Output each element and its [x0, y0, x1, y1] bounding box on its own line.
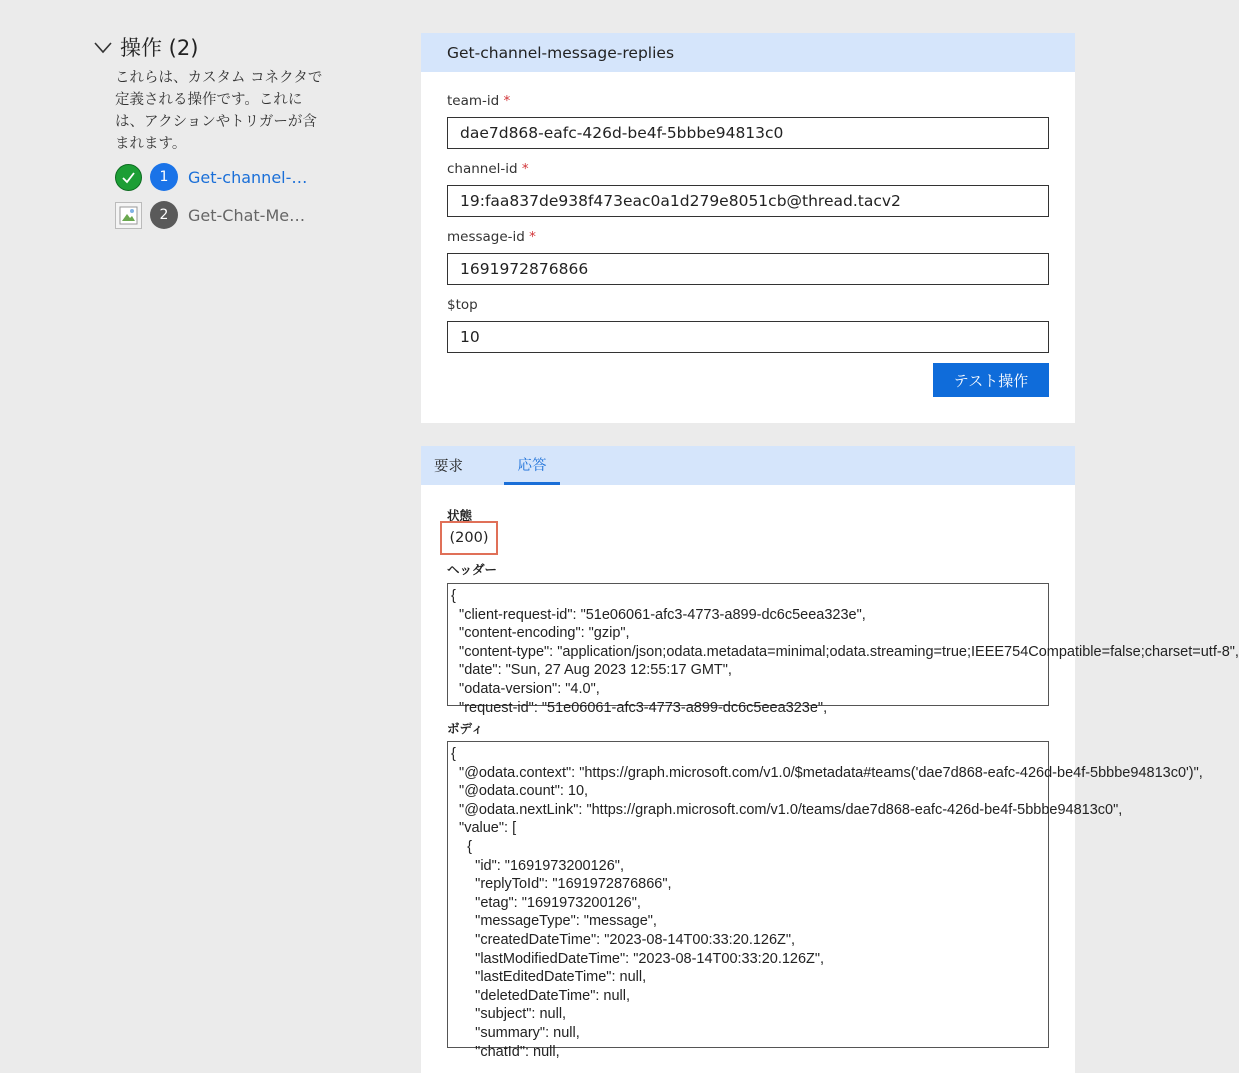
operation-number-badge: 2: [150, 201, 178, 229]
body-text: { "@odata.context": "https://graph.microsoft.com/v1.0/$metadata#teams('dae7d868-eafc-426d-be4f-5bbbe94813c0')", "@odata.count": 10, "@odata.nextLink": "https://graph.microsoft.com/v1.0/teams/dae7d868-eafc-426d-be4f-5bbbe94813c0", "value": [ { "id": "1691973200126", "replyToId": "1691972876866", "etag": "1691973200126", "messageType": "message", "createdDateTime": "2023-08-14T00:33:20.126Z", "lastModifiedDateTime": "2023-08-14T00:33:20.126Z", "lastEditedDateTime": null, "deletedDateTime": null, "subject": null, "summary": null, "chatId": null,: [451, 746, 1203, 1060]
body-output[interactable]: [447, 741, 1203, 1060]
required-asterisk: *: [529, 229, 536, 245]
broken-image-icon: [115, 202, 142, 229]
required-asterisk: *: [503, 93, 511, 109]
message-id-input[interactable]: [447, 253, 1049, 285]
team-id-input[interactable]: [447, 117, 1049, 149]
test-operation-button[interactable]: テスト操作: [933, 363, 1049, 397]
top-label-text: $top: [447, 297, 478, 313]
status-label: 状態: [447, 508, 473, 523]
channel-id-label: [447, 161, 529, 177]
operation-test-card: [421, 33, 1075, 423]
operation-title: Get-channel-message-replies: [421, 33, 1075, 72]
headers-output[interactable]: [447, 583, 1239, 716]
headers-label: ヘッダー: [447, 562, 498, 577]
body-label: ボディ: [447, 721, 484, 736]
team-id-label-text: team-id: [447, 93, 500, 109]
operation-item-1[interactable]: [115, 163, 307, 191]
operation-number-badge: 1: [150, 163, 178, 191]
status-code: (200): [440, 521, 498, 555]
top-input[interactable]: [447, 321, 1049, 353]
tab-response[interactable]: 応答: [504, 446, 560, 485]
operations-section-title: 操作 (2): [120, 36, 199, 60]
chevron-down-icon: [92, 36, 114, 58]
operations-description: これらは、カスタム コネクタで定義される操作です。これには、アクションやトリガーが含まれます。: [115, 70, 323, 152]
channel-id-input[interactable]: [447, 185, 1049, 217]
check-icon: [115, 164, 142, 191]
message-id-label-text: message-id: [447, 229, 525, 245]
channel-id-label-text: channel-id: [447, 161, 518, 177]
tab-request[interactable]: 要求: [434, 459, 463, 475]
headers-text: { "client-request-id": "51e06061-afc3-4773-a899-dc6c5eea323e", "content-encoding": "gzip", "content-type": "application/json;odata.metadata=minimal;odata.streaming=true;IEEE754Compatible=false;charset=utf-8", "date": "Sun, 27 Aug 2023 12:55:17 GMT", "odata-version": "4.0", "request-id": "51e06061-afc3-4773-a899-dc6c5eea323e",: [451, 588, 1239, 716]
message-id-label: [447, 229, 536, 245]
operations-section-toggle[interactable]: [92, 32, 198, 62]
operation-item-2[interactable]: [115, 201, 305, 229]
team-id-label: [447, 93, 510, 109]
required-asterisk: *: [521, 161, 529, 177]
operation-label: Get-Chat-Me…: [188, 205, 306, 225]
operation-label: Get-channel-…: [188, 167, 308, 187]
response-tabs: [421, 446, 1075, 485]
response-card: [421, 446, 1239, 1073]
top-label: [447, 297, 478, 313]
